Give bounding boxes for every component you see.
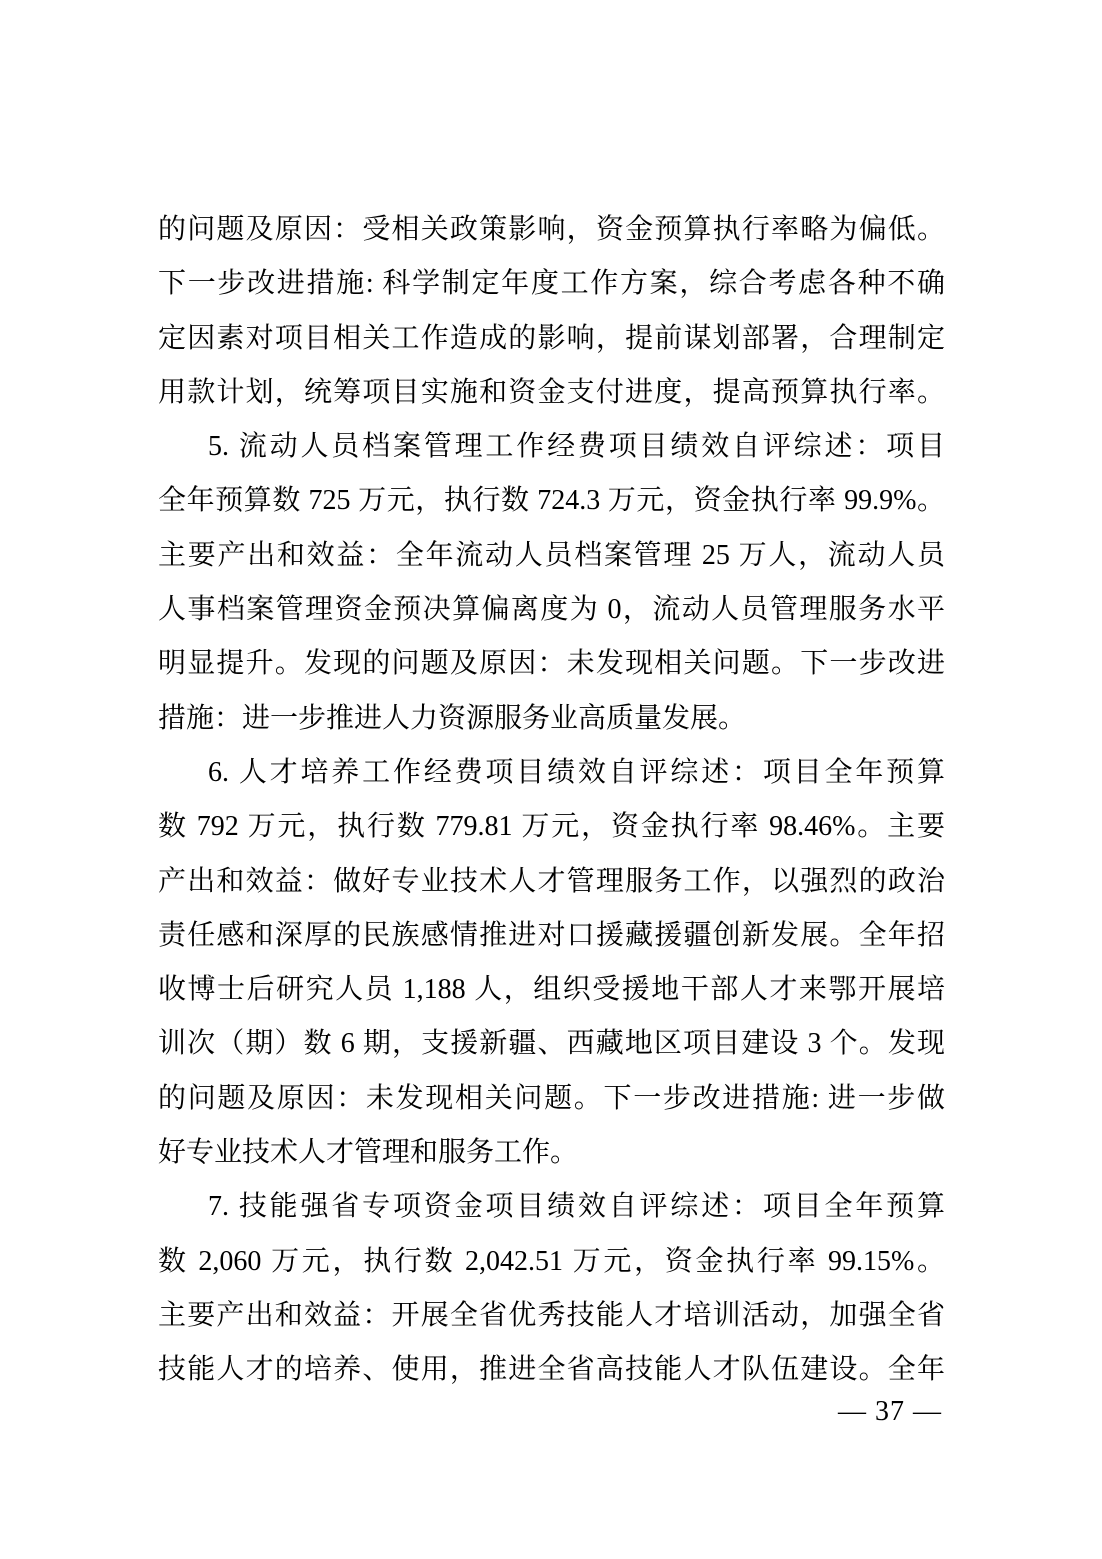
text-line: 好专业技术人才管理和服务工作。 [158,1137,579,1169]
document-body [158,203,945,1398]
text-line: 主要产出和效益：开展全省优秀技能人才培训活动，加强全省 [158,1299,945,1331]
text-line: 5. 流动人员档案管理工作经费项目绩效自评综述：项目 [208,431,945,463]
text-line: 6. 人才培养工作经费项目绩效自评综述：项目全年预算 [208,756,945,788]
text-line: 明显提升。发现的问题及原因：未发现相关问题。下一步改进 [158,648,945,680]
text-line: 数 792 万元，执行数 779.81 万元，资金执行率 98.46%。主要 [158,811,945,843]
page-number: — 37 — [838,1396,942,1427]
text-line: 数 2,060 万元，执行数 2,042.51 万元，资金执行率 99.15%。 [158,1245,945,1277]
text-line: 收博士后研究人员 1,188 人，组织受援地干部人才来鄂开展培 [158,974,945,1006]
text-line: 7. 技能强省专项资金项目绩效自评综述：项目全年预算 [208,1191,945,1223]
text-line: 产出和效益：做好专业技术人才管理服务工作，以强烈的政治 [158,865,945,897]
text-line: 下一步改进措施: 科学制定年度工作方案，综合考虑各种不确 [158,268,945,300]
text-line: 的问题及原因：未发现相关问题。下一步改进措施: 进一步做 [158,1082,945,1114]
text-line: 定因素对项目相关工作造成的影响，提前谋划部署，合理制定 [158,322,945,354]
text-line: 技能人才的培养、使用，推进全省高技能人才队伍建设。全年 [158,1354,945,1386]
text-line: 的问题及原因：受相关政策影响，资金预算执行率略为偏低。 [158,214,945,245]
text-line: 用款计划，统筹项目实施和资金支付进度，提高预算执行率。 [158,376,945,408]
text-line: 人事档案管理资金预决算偏离度为 0，流动人员管理服务水平 [158,594,945,626]
text-line: 措施：进一步推进人力资源服务业高质量发展。 [158,702,747,734]
text-line: 训次（期）数 6 期，支援新疆、西藏地区项目建设 3 个。发现 [158,1028,945,1060]
text-line: 责任感和深厚的民族感情推进对口援藏援疆创新发展。全年招 [158,919,945,951]
text-line: 全年预算数 725 万元，执行数 724.3 万元，资金执行率 99.9%。 [158,485,945,517]
text-line: 主要产出和效益：全年流动人员档案管理 25 万人，流动人员 [158,539,945,571]
